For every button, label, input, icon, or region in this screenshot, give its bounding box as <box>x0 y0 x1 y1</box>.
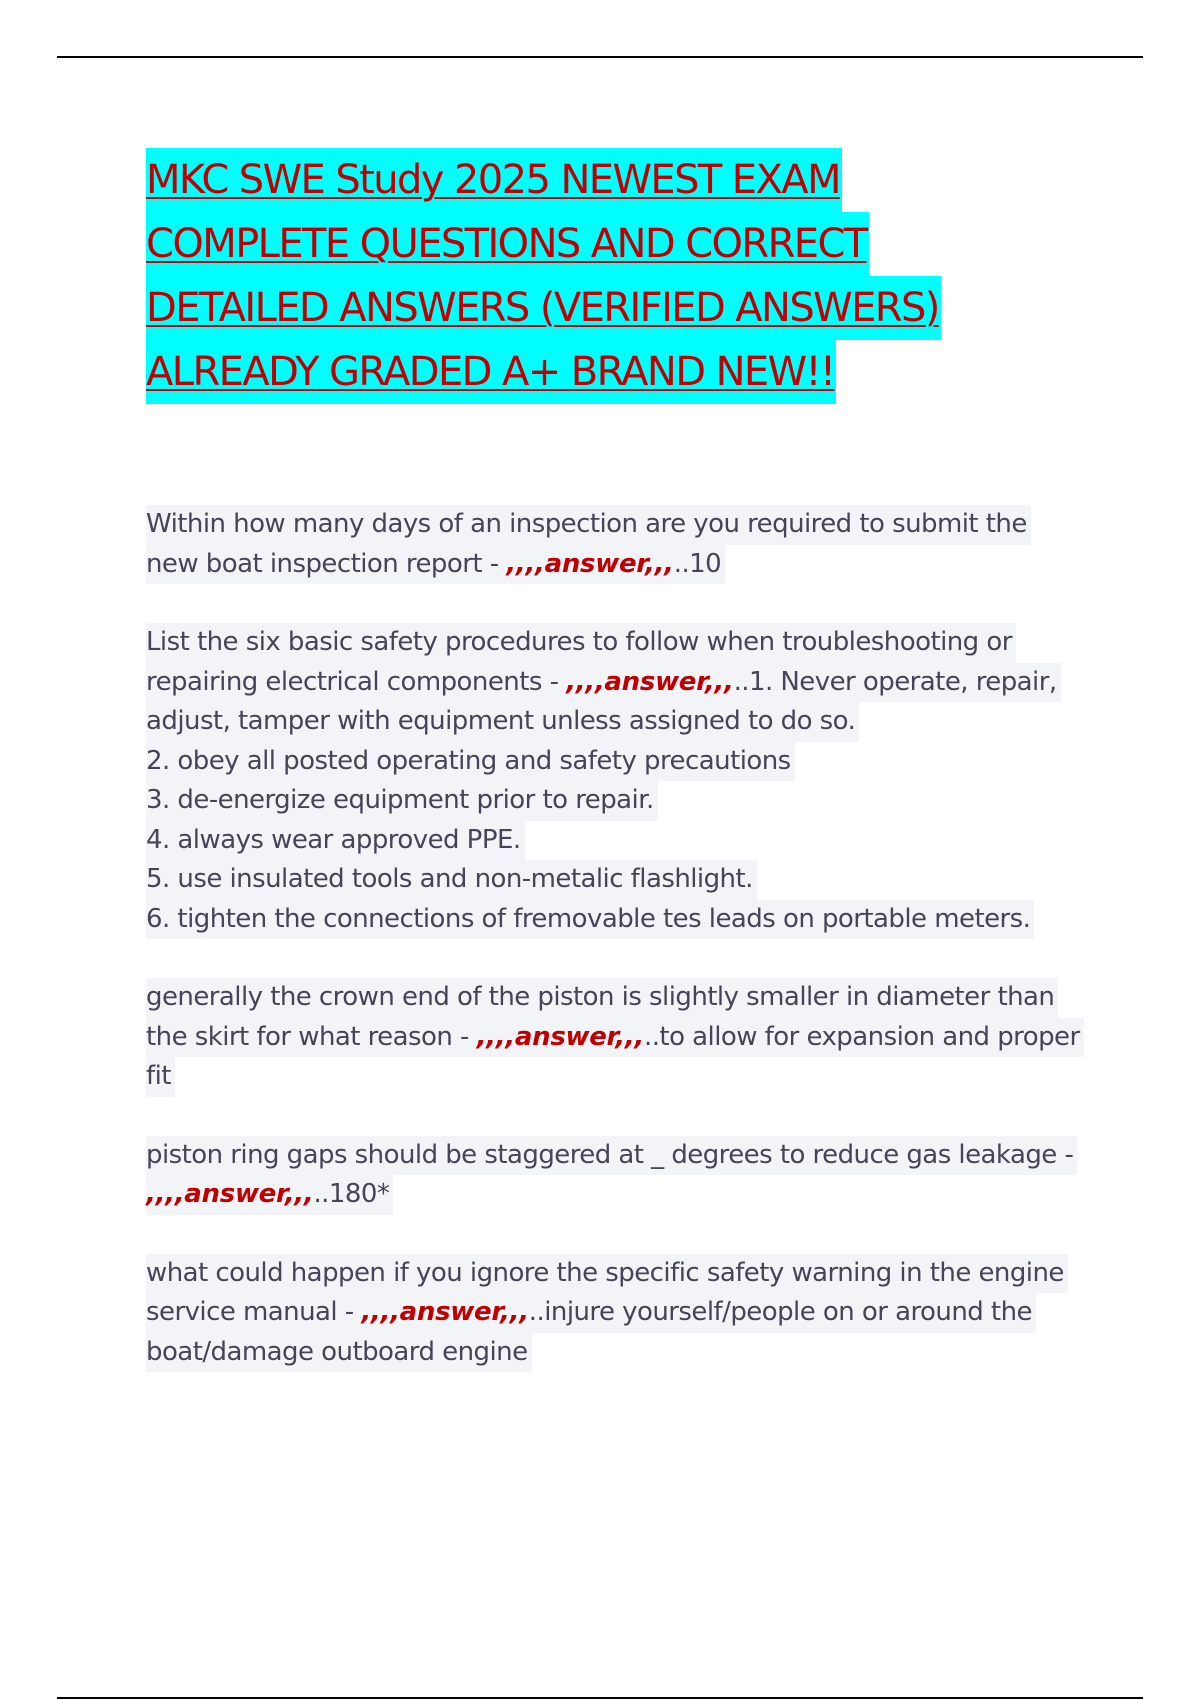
question-text: service manual - <box>146 1297 362 1327</box>
question-text: new boat inspection report - <box>146 548 507 579</box>
qa-row <box>146 1175 1086 1215</box>
qa-row <box>146 860 1086 900</box>
qa-row <box>146 505 1086 545</box>
answer-line <box>146 545 725 585</box>
qa-row <box>146 900 1086 940</box>
question-line: List the six basic safety procedures to follow when troubleshooting or <box>146 623 1016 663</box>
question-line: boat/damage outboard engine <box>146 1333 532 1373</box>
qa-row <box>146 1333 1086 1373</box>
qa-row <box>146 545 1086 585</box>
answer-text: ..1. Never operate, repair, <box>733 666 1057 697</box>
question-line: Within how many days of an inspection are you required to submit the <box>146 505 1031 545</box>
qa-row <box>146 623 1086 663</box>
qa-row <box>146 663 1086 703</box>
question-line: piston ring gaps should be staggered at _ degrees to reduce gas leakage - <box>146 1136 1077 1176</box>
question-answer-item <box>146 505 1086 584</box>
question-answer-list <box>146 505 1086 1411</box>
title-line: ALREADY GRADED A+ BRAND NEW!! <box>146 340 1046 404</box>
answer-marker: ,,,,answer,,, <box>146 1179 314 1209</box>
document-title <box>146 148 1046 404</box>
answer-marker: ,,,,answer,,, <box>506 548 674 579</box>
answer-text: ..to allow for expansion and proper <box>644 1021 1080 1052</box>
question-line: 6. tighten the connections of fremovable tes leads on portable meters. <box>146 900 1034 940</box>
answer-line <box>146 663 1061 703</box>
title-line: DETAILED ANSWERS (VERIFIED ANSWERS) <box>146 276 1046 340</box>
question-line: 2. obey all posted operating and safety precautions <box>146 742 795 782</box>
question-answer-item <box>146 978 1086 1097</box>
qa-row <box>146 1254 1086 1294</box>
top-rule <box>57 56 1143 58</box>
answer-text: ..180* <box>313 1179 390 1209</box>
qa-row <box>146 1136 1086 1176</box>
qa-row <box>146 1057 1086 1097</box>
qa-row <box>146 1293 1086 1333</box>
qa-row <box>146 702 1086 742</box>
question-line: 3. de-energize equipment prior to repair. <box>146 781 658 821</box>
question-answer-item <box>146 1254 1086 1373</box>
question-line: 5. use insulated tools and non-metalic flashlight. <box>146 860 757 900</box>
question-line: what could happen if you ignore the specific safety warning in the engine <box>146 1254 1068 1294</box>
qa-row <box>146 978 1086 1018</box>
answer-marker: ,,,,answer,,, <box>566 666 734 697</box>
question-line: generally the crown end of the piston is slightly smaller in diameter than <box>146 978 1058 1018</box>
question-line: adjust, tamper with equipment unless assigned to do so. <box>146 702 859 742</box>
title-line: COMPLETE QUESTIONS AND CORRECT <box>146 212 1046 276</box>
question-answer-item <box>146 1136 1086 1215</box>
answer-text: ..injure yourself/people on or around the <box>528 1297 1032 1327</box>
question-text: the skirt for what reason - <box>146 1021 477 1052</box>
qa-row <box>146 1018 1086 1058</box>
question-line: 4. always wear approved PPE. <box>146 821 525 861</box>
answer-line <box>146 1018 1084 1058</box>
answer-text: ..10 <box>673 548 722 579</box>
title-line: MKC SWE Study 2025 NEWEST EXAM <box>146 148 1046 212</box>
question-answer-item <box>146 623 1086 939</box>
question-line: fit <box>146 1057 175 1097</box>
bottom-rule <box>57 1697 1143 1699</box>
answer-line <box>146 1293 1036 1333</box>
qa-row <box>146 821 1086 861</box>
qa-row <box>146 781 1086 821</box>
qa-row <box>146 742 1086 782</box>
answer-marker: ,,,,answer,,, <box>476 1021 644 1052</box>
answer-line <box>146 1175 393 1215</box>
question-text: repairing electrical components - <box>146 666 567 697</box>
answer-marker: ,,,,answer,,, <box>361 1297 529 1327</box>
